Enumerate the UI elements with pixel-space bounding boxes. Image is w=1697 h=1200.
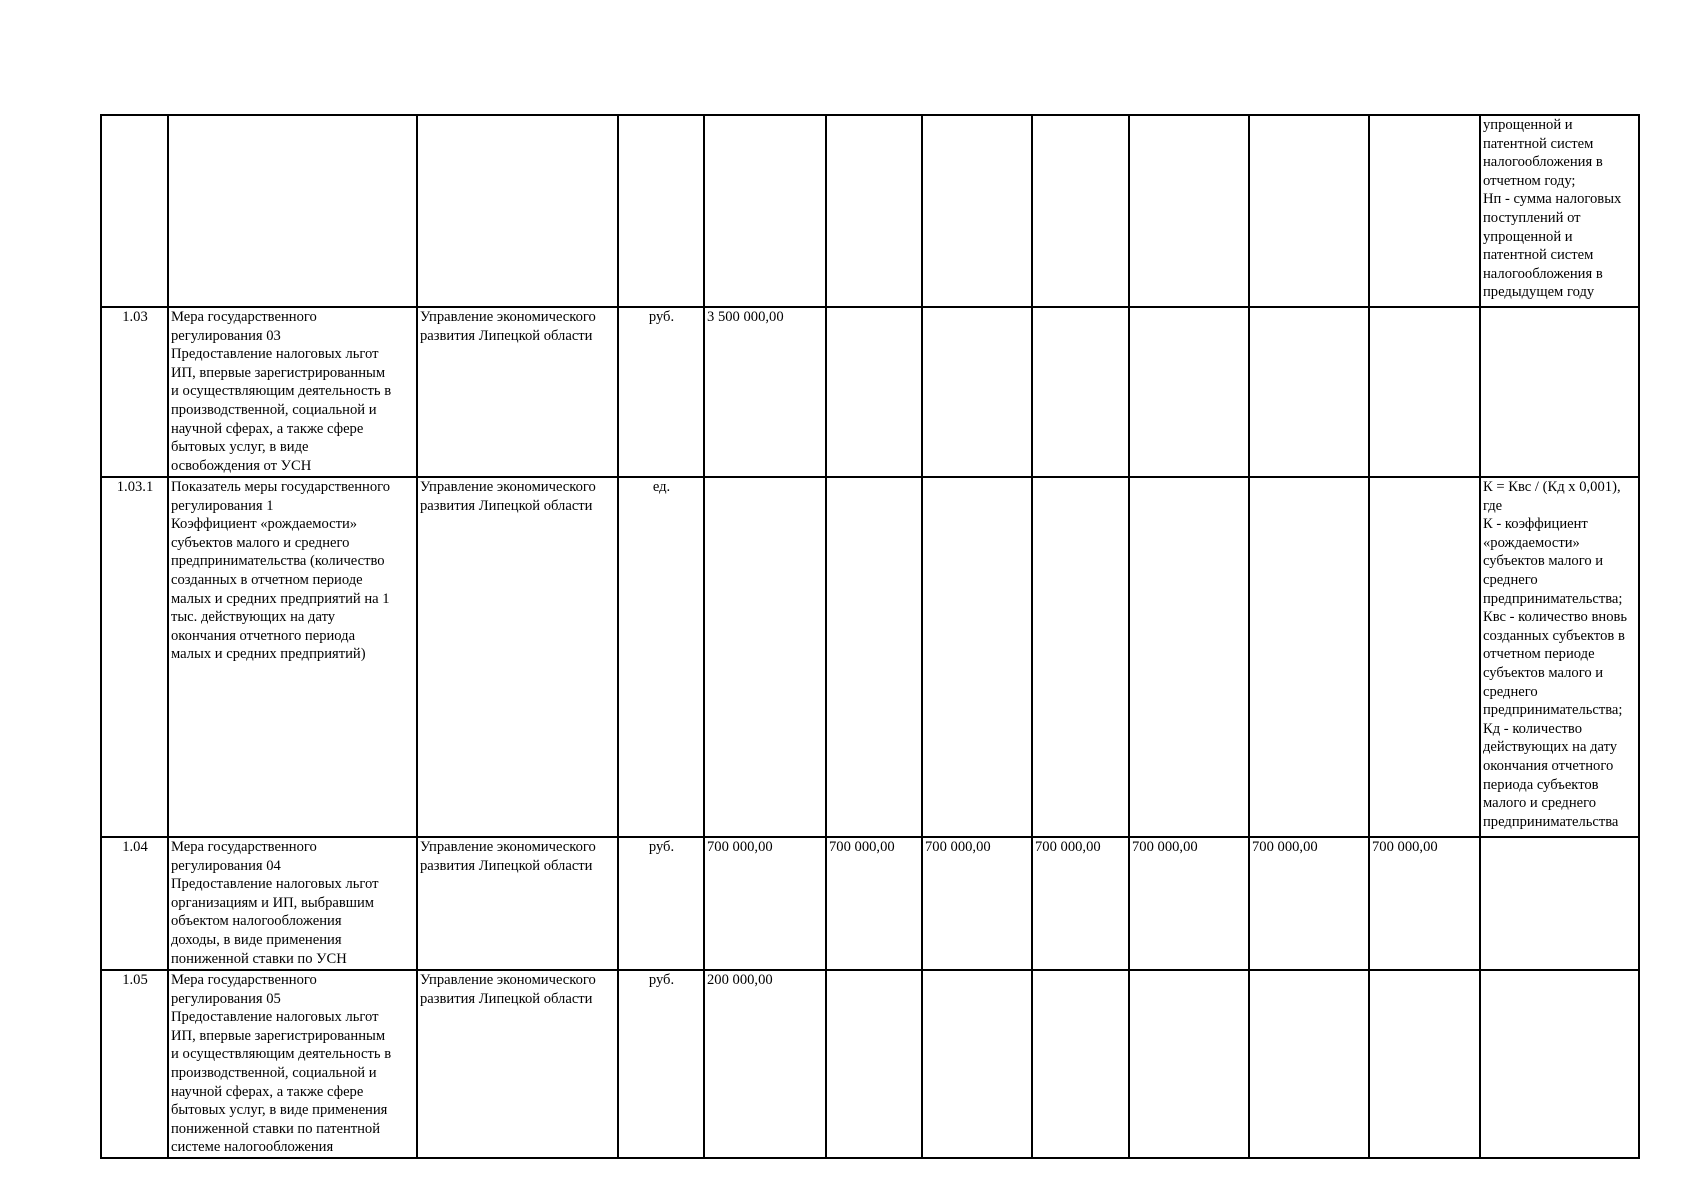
value-cell (1129, 307, 1249, 477)
unit-cell: ед. (618, 477, 704, 837)
unit-cell: руб. (618, 837, 704, 970)
value-cell: 200 000,00 (704, 970, 826, 1158)
value-cell (922, 115, 1032, 307)
row-number: 1.04 (101, 837, 168, 970)
value-cell (704, 115, 826, 307)
value-cell (1249, 970, 1369, 1158)
row-number: 1.03 (101, 307, 168, 477)
value-cell (1129, 970, 1249, 1158)
value-cell (826, 307, 922, 477)
value-cell (922, 307, 1032, 477)
data-table (100, 114, 1640, 1159)
value-cell (1032, 970, 1129, 1158)
methodology-note (1480, 307, 1639, 477)
value-cell: 3 500 000,00 (704, 307, 826, 477)
value-cell: 700 000,00 (1032, 837, 1129, 970)
measure-name: Мера государственного регулирования 04 Предоставление налоговых льгот организациям и ИП, выбравшим объектом налогообложения доходы, в виде применения пониженной ставки по УСН (168, 837, 417, 970)
row-number: 1.05 (101, 970, 168, 1158)
table-row (101, 115, 1639, 307)
row-number: 1.03.1 (101, 477, 168, 837)
table-row (101, 477, 1639, 837)
value-cell: 700 000,00 (1369, 837, 1480, 970)
value-cell: 700 000,00 (922, 837, 1032, 970)
value-cell (826, 970, 922, 1158)
value-cell (1032, 307, 1129, 477)
unit-cell (618, 115, 704, 307)
value-cell: 700 000,00 (1249, 837, 1369, 970)
value-cell (1369, 970, 1480, 1158)
measure-name: Мера государственного регулирования 03 Предоставление налоговых льгот ИП, впервые зарегистрированным и осуществляющим деятельность в производственной, социальной и научной сферах, а также сфере бытовых услуг, в виде освобождения от УСН (168, 307, 417, 477)
methodology-note (1480, 970, 1639, 1158)
table-row (101, 970, 1639, 1158)
measure-name: Показатель меры государственного регулирования 1 Коэффициент «рождаемости» субъектов малого и среднего предпринимательства (количество созданных в отчетном периоде малых и средних предприятий на 1 тыс. действующих на дату окончания отчетного периода малых и средних предприятий) (168, 477, 417, 837)
table-row (101, 307, 1639, 477)
responsible-body: Управление экономического развития Липецкой области (417, 837, 618, 970)
responsible-body: Управление экономического развития Липецкой области (417, 477, 618, 837)
row-number (101, 115, 168, 307)
methodology-note: К = Квс / (Кд х 0,001), где К - коэффициент «рождаемости» субъектов малого и среднего предпринимательства; Квс - количество вновь созданных субъектов в отчетном периоде субъектов малого и среднего предпринимательства; Кд - количество действующих на дату окончания отчетного периода субъектов малого и среднего предпринимательства (1480, 477, 1639, 837)
value-cell (1249, 307, 1369, 477)
responsible-body (417, 115, 618, 307)
value-cell: 700 000,00 (1129, 837, 1249, 970)
value-cell (1032, 115, 1129, 307)
value-cell (1369, 477, 1480, 837)
value-cell: 700 000,00 (826, 837, 922, 970)
methodology-note: упрощенной и патентной систем налогообложения в отчетном году; Нп - сумма налоговых поступлений от упрощенной и патентной систем налогообложения в предыдущем году (1480, 115, 1639, 307)
responsible-body: Управление экономического развития Липецкой области (417, 970, 618, 1158)
methodology-note (1480, 837, 1639, 970)
value-cell (1249, 477, 1369, 837)
value-cell (1249, 115, 1369, 307)
value-cell (922, 970, 1032, 1158)
measure-name: Мера государственного регулирования 05 Предоставление налоговых льгот ИП, впервые зарегистрированным и осуществляющим деятельность в производственной, социальной и научной сферах, а также сфере бытовых услуг, в виде применения пониженной ставки по патентной системе налогообложения (168, 970, 417, 1158)
value-cell (1129, 477, 1249, 837)
table-row (101, 837, 1639, 970)
measure-name (168, 115, 417, 307)
value-cell: 700 000,00 (704, 837, 826, 970)
value-cell (1369, 115, 1480, 307)
value-cell (826, 477, 922, 837)
responsible-body: Управление экономического развития Липецкой области (417, 307, 618, 477)
value-cell (704, 477, 826, 837)
value-cell (1129, 115, 1249, 307)
value-cell (1369, 307, 1480, 477)
unit-cell: руб. (618, 307, 704, 477)
value-cell (1032, 477, 1129, 837)
unit-cell: руб. (618, 970, 704, 1158)
value-cell (922, 477, 1032, 837)
value-cell (826, 115, 922, 307)
